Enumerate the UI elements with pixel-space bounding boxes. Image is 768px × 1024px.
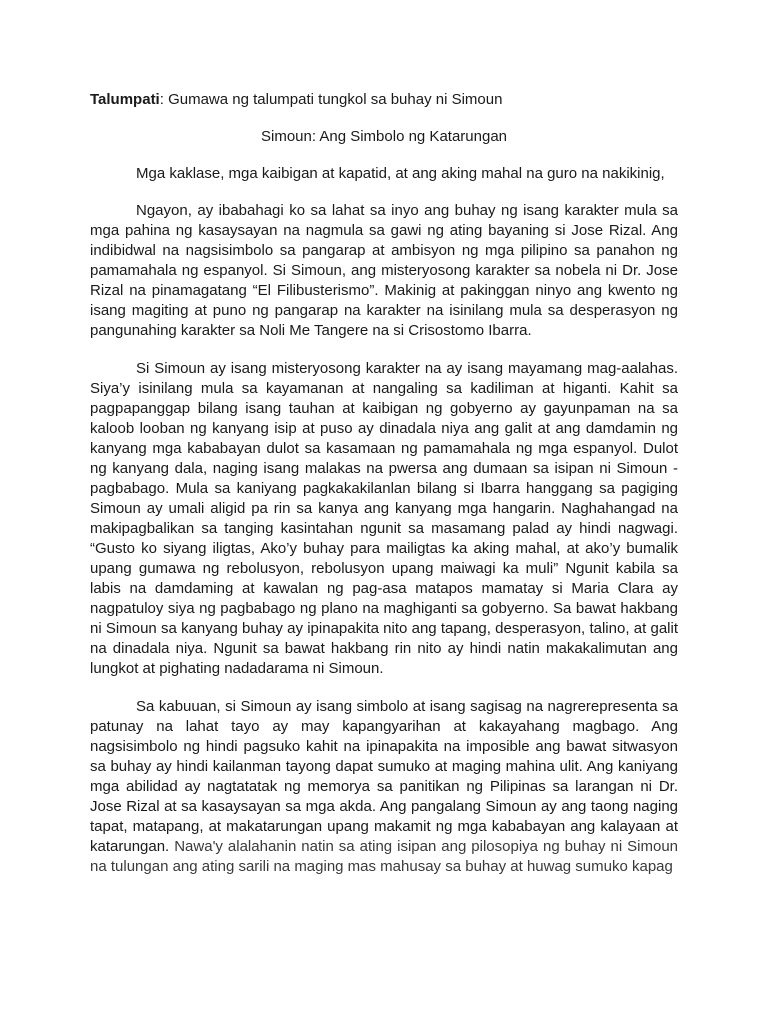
heading-separator: : [159,91,169,108]
speech-title: Simoun: Ang Simbolo ng Katarungan [261,128,507,145]
heading-text: Gumawa ng talumpati tungkol sa buhay ni Simoun [168,91,503,108]
paragraph-introduction: Ngayon, ay ibabahagi ko sa lahat sa inyo ang buhay ng isang karakter mula sa mga pahina ng kasaysayan na nagmula sa gawi ng ating bayaning si Jose Rizal. Ang indibidwal na nagsisimbolo sa pangarap at ambisyon ng mga pilipino sa panahon ng pamamahala ng espanyol. Si Simoun, ang misteryosong karakter sa nobela ni Dr. Jose Rizal na pinamagatang “El Filibusterismo”. Makinig at pakinggan ninyo ang kwento ng isang magiting at puno ng pangarap na karakter na isinilang mula sa desperasyon ng pangunahing karakter sa Noli Me Tangere na si Crisostomo Ibarra. [90,202,678,339]
heading-label: Talumpati [90,91,160,108]
paragraph-body: Si Simoun ay isang misteryosong karakter na ay isang mayamang mag-aalahas. Siya’y isinilang mula sa kayamanan at nangaling sa kadiliman at higanti. Kahit sa pagpapanggap bilang isang tauhan at kaibigan ng gobyerno ay gayunpaman na sa kaloob looban ng kanyang isip at puso ay dinadala niya ang galit at ang damdamin ng kanyang mga kababayan dulot sa kasamaan ng pamamahala ng mga espanyol. Dulot ng kanyang dala, naging isang malakas na pwersa ang dumaan sa isipan ni Simoun - pagbabago. Mula sa kaniyang pagkakakilanlan bilang si Ibarra hanggang sa pagiging Simoun ay umali aligid pa rin sa kanya ang kanyang mga hangarin. Naghahangad na makipagbalikan sa tanging kasintahan ngunit sa masamang palad ay hindi nagwagi. “Gusto ko siyang iligtas, Ako’y buhay para mailigtas ka aking mahal, at ako’y bumalik upang gumawa ng rebolusyon, rebolusyon upang maiwagi ka muli” Ngunit kabila sa labis na damdaming at kawalan ng pag-asa matapos mamatay si Maria Clara ay nagpatuloy siya ng pagbabago ng plano na maghiganti sa gobyerno. Sa bawat hakbang ni Simoun sa kanyang buhay ay ipinapakita nito ang tapang, desperasyon, talino, at galit na dinadala niya. Ngunit sa bawat hakbang rin nito ay hindi natin makakalimutan ang lungkot at pighating nadadarama ni Simoun. [90,360,678,677]
greeting-line: Mga kaklase, mga kaibigan at kapatid, at ang aking mahal na guro na nakikinig, [136,165,665,182]
document-page [90,90,678,877]
conclusion-main-text: Sa kabuuan, si Simoun ay isang simbolo at isang sagisag na nagrerepresenta sa patunay na lahat tayo ay may kapangyarihan at kakayahang magbago. Ang nagsisimbolo ng hindi pagsuko kahit na ipinapakita na imposible ang bawat sitwasyon sa buhay ay hindi kailanman tayong dapat sumuko at maging mahina ulit. Ang kaniyang mga abilidad ay nagtatatak ng memorya sa panitikan ng Pilipinas sa larangan ni Dr. Jose Rizal at sa kasaysayan sa mga akda. Ang pangalang Simoun ay ang taong naging tapat, matapang, at makatarungan upang makamit ng mga kababayan ang kalayaan at katarungan. [90,698,678,855]
conclusion-tail-text: Nawa'y alalahanin natin sa ating isipan ang pilosopiya ng buhay ni Simoun na tulungan ang ating sarili na maging mas mahusay sa buhay at huwag sumuko kapag [90,838,678,875]
paragraph-conclusion [90,697,678,877]
assignment-heading [90,90,678,110]
